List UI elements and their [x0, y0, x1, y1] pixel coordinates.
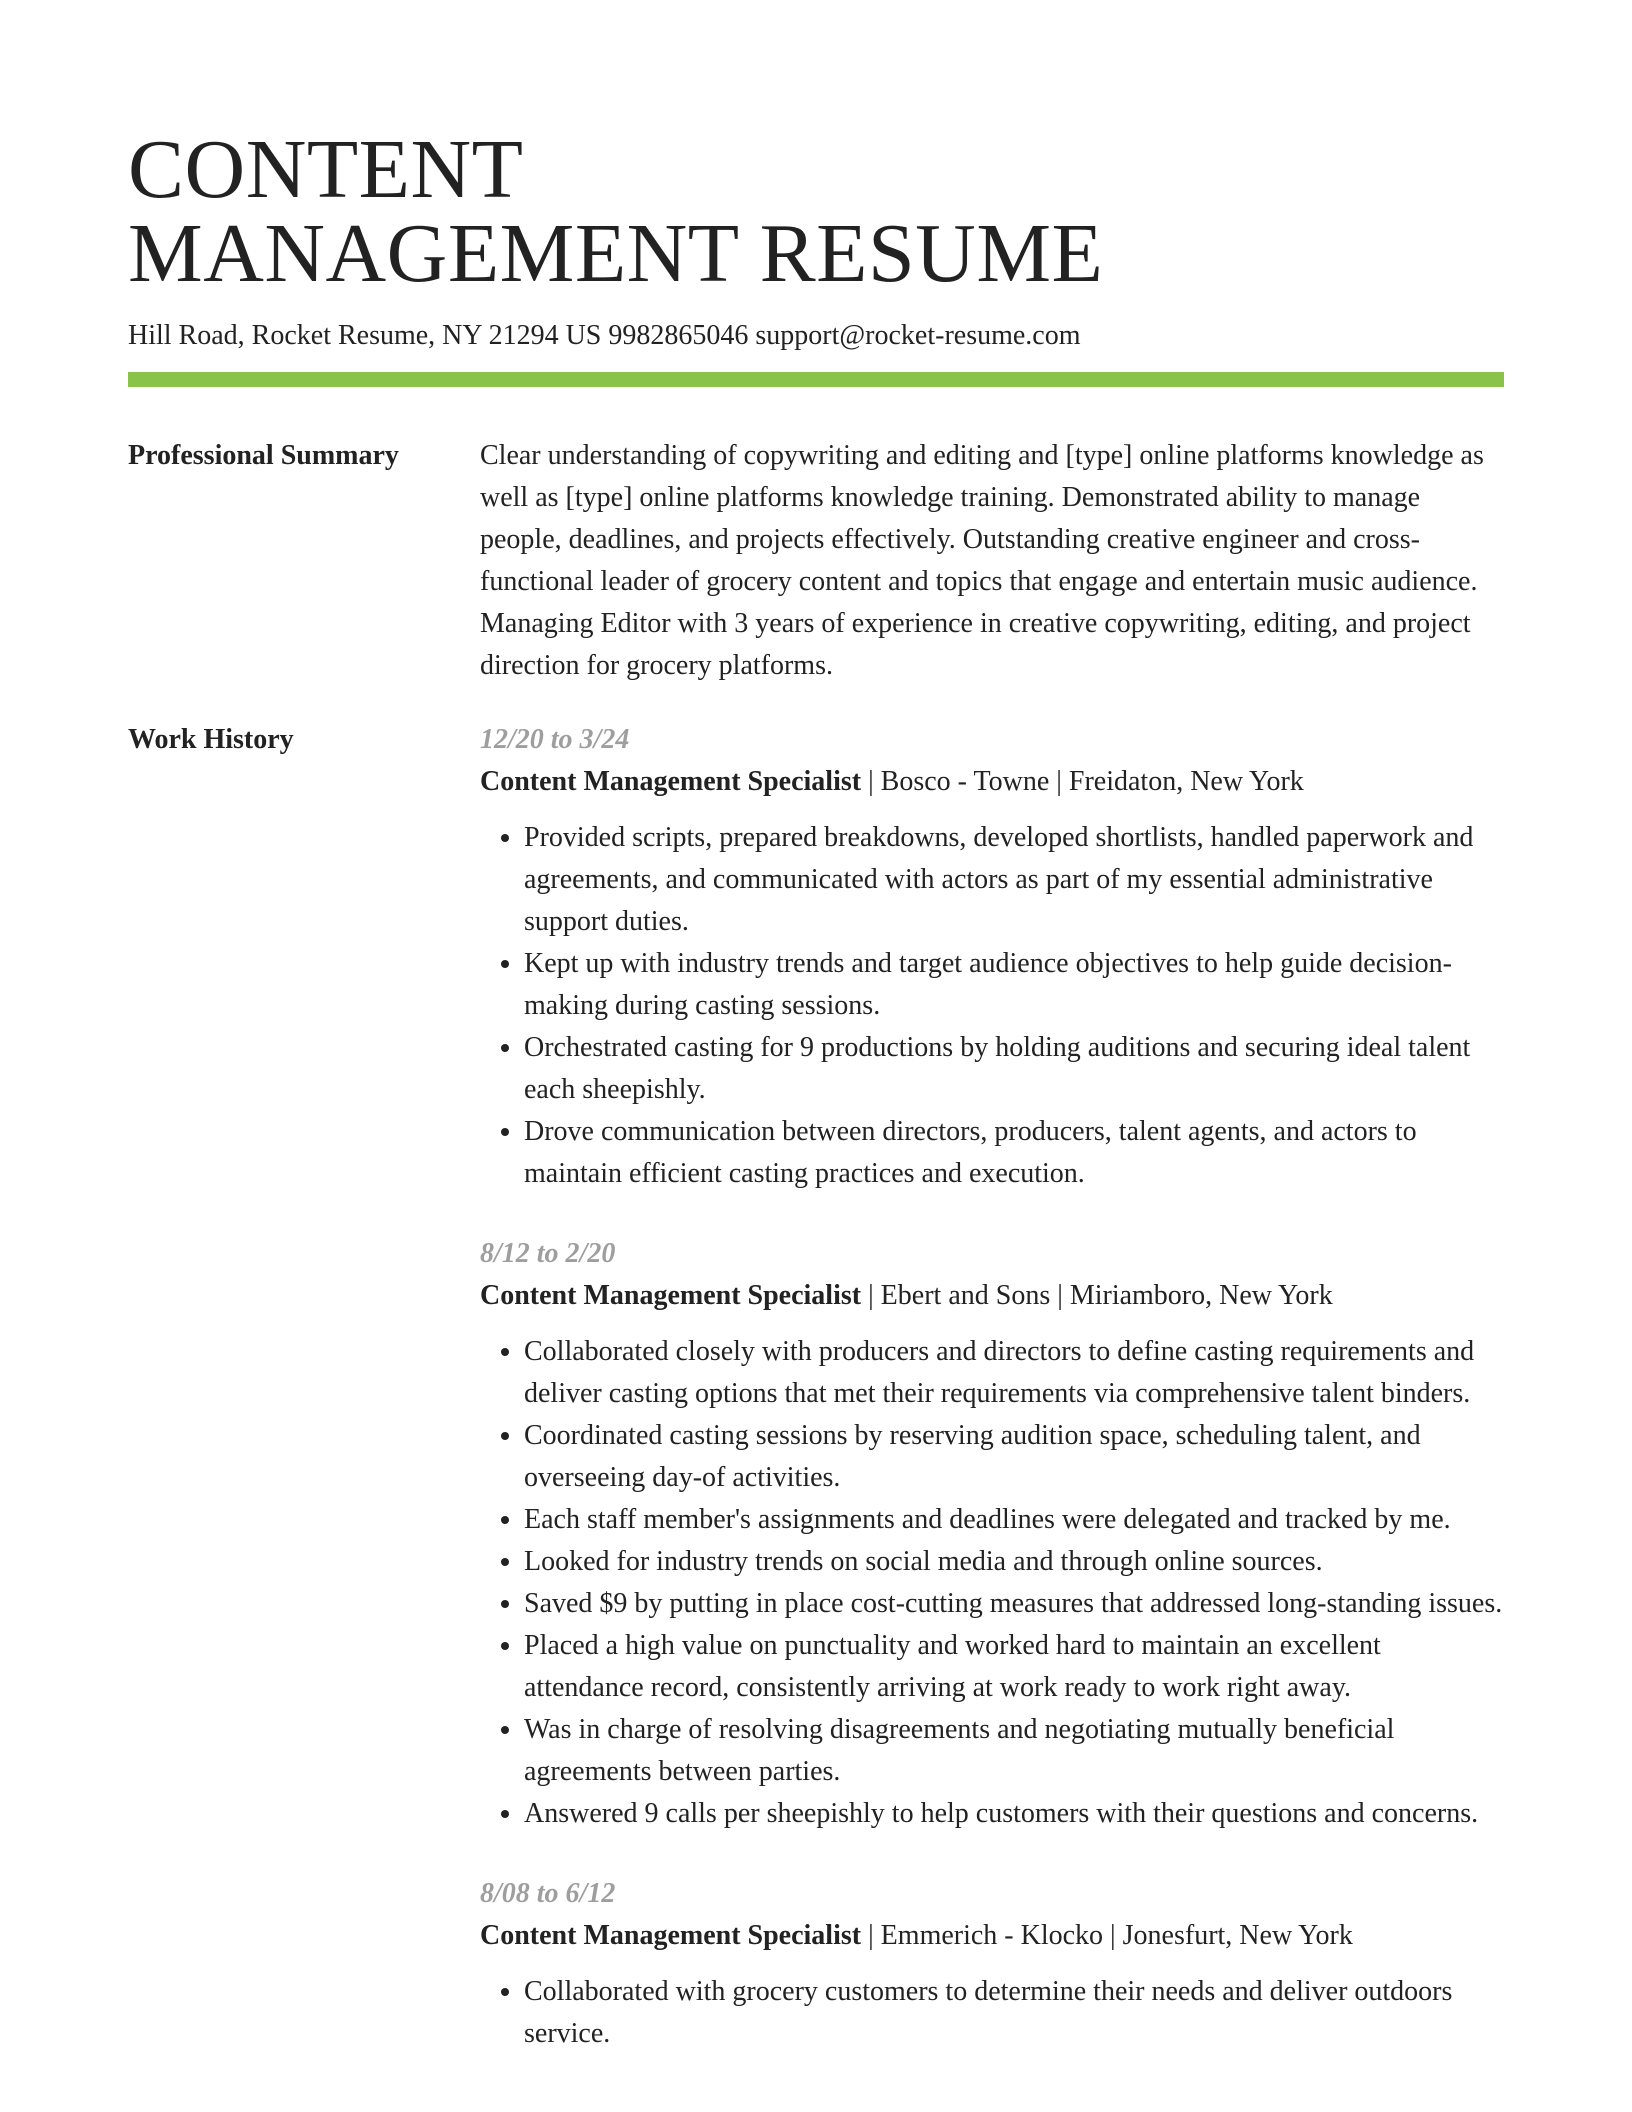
section-label-work: Work History	[128, 724, 294, 755]
job-bullet: • Placed a high value on punctuality and worked hard to maintain an excellent attendance record, consistently arriving at work ready to work right away.	[524, 1625, 1504, 1709]
resume-page	[128, 0, 1504, 2093]
job-bullet: • Each staff member's assignments and deadlines were delegated and tracked by me.	[524, 1499, 1504, 1541]
job-bullet: • Orchestrated casting for 9 productions by holding auditions and securing ideal talent each sheepishly.	[524, 1027, 1504, 1111]
resume-title-line-1: CONTENT	[128, 123, 524, 216]
job-bullet: • Collaborated with grocery customers to determine their needs and deliver outdoors service.	[524, 1971, 1504, 2055]
job-entry	[480, 1233, 1504, 1835]
resume-title	[128, 0, 1504, 300]
job-title-line	[480, 761, 1504, 803]
job-bullet: • Looked for industry trends on social media and through online sources.	[524, 1541, 1504, 1583]
job-company-location: | Bosco - Towne | Freidaton, New York	[861, 766, 1304, 797]
job-bullet-list	[480, 817, 1504, 1195]
job-dates: 8/12 to 2/20	[480, 1238, 616, 1269]
job-company-location: | Ebert and Sons | Miriamboro, New York	[861, 1280, 1333, 1311]
resume-title-line-2: MANAGEMENT RESUME	[128, 207, 1104, 300]
job-bullet: • Drove communication between directors, producers, talent agents, and actors to maintain efficient casting practices and execution.	[524, 1111, 1504, 1195]
job-dates: 8/08 to 6/12	[480, 1878, 616, 1909]
contact-info: Hill Road, Rocket Resume, NY 21294 US 9982865046 support@rocket-resume.com	[128, 320, 1081, 351]
job-entry	[480, 1873, 1504, 2055]
job-bullet: • Collaborated closely with producers and directors to define casting requirements and deliver casting options that met their requirements via comprehensive talent binders.	[524, 1331, 1504, 1415]
work-history-content	[480, 719, 1504, 2093]
accent-divider	[128, 372, 1504, 387]
summary-content	[480, 435, 1504, 687]
job-role: Content Management Specialist	[480, 1280, 862, 1311]
job-bullet-list	[480, 1331, 1504, 1835]
job-bullet: • Saved $9 by putting in place cost-cutting measures that addressed long-standing issues.	[524, 1583, 1504, 1625]
job-company-location: | Emmerich - Klocko | Jonesfurt, New York	[861, 1920, 1353, 1951]
job-bullet: • Kept up with industry trends and target audience objectives to help guide decision-making during casting sessions.	[524, 943, 1504, 1027]
job-bullet: • Was in charge of resolving disagreements and negotiating mutually beneficial agreements between parties.	[524, 1709, 1504, 1793]
job-bullet: • Provided scripts, prepared breakdowns, developed shortlists, handled paperwork and agreements, and communicated with actors as part of my essential administrative support duties.	[524, 817, 1504, 943]
job-entry	[480, 719, 1504, 1195]
job-bullet: • Answered 9 calls per sheepishly to help customers with their questions and concerns.	[524, 1793, 1504, 1835]
work-history-section	[128, 719, 1504, 2093]
section-label-summary: Professional Summary	[128, 440, 399, 471]
job-title-line	[480, 1915, 1504, 1957]
job-dates: 12/20 to 3/24	[480, 724, 630, 755]
professional-summary-section	[128, 435, 1504, 687]
job-bullet-list	[480, 1971, 1504, 2055]
job-bullet: • Coordinated casting sessions by reserving audition space, scheduling talent, and overseeing day-of activities.	[524, 1415, 1504, 1499]
job-role: Content Management Specialist	[480, 1920, 862, 1951]
job-role: Content Management Specialist	[480, 766, 862, 797]
summary-text: Clear understanding of copywriting and editing and [type] online platforms knowledge as well as [type] online platforms knowledge training. Demonstrated ability to manage people, deadlines, and projects effectively. Outstanding creative engineer and cross-functional leader of grocery content and topics that engage and entertain music audience. Managing Editor with 3 years of experience in creative copywriting, editing, and project direction for grocery platforms.	[480, 440, 1484, 681]
job-title-line	[480, 1275, 1504, 1317]
